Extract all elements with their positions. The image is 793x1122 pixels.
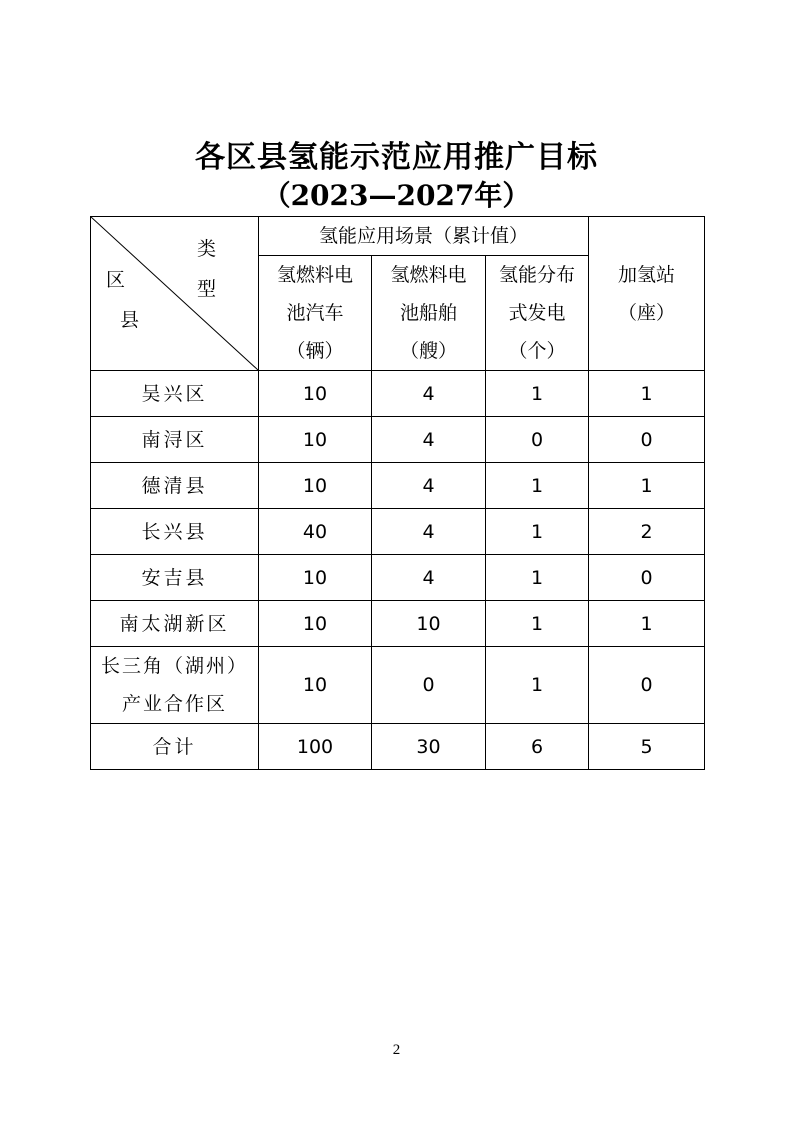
document-subtitle-years: （2023—2027年） bbox=[262, 179, 531, 212]
station-header-line-2: （座） bbox=[618, 301, 676, 324]
header-row-1 bbox=[91, 217, 705, 256]
county-name: 德清县 bbox=[91, 463, 259, 509]
county-name bbox=[91, 647, 259, 724]
generation-count: 1 bbox=[486, 463, 589, 509]
table-row bbox=[91, 555, 705, 601]
total-label: 合计 bbox=[91, 724, 259, 770]
ship-count: 4 bbox=[372, 509, 486, 555]
county-name: 安吉县 bbox=[91, 555, 259, 601]
corner-label-county-1: 区 bbox=[106, 269, 126, 291]
total-station-count: 5 bbox=[589, 724, 705, 770]
page-number: 2 bbox=[392, 1042, 401, 1058]
station-header-line-1: 加氢站 bbox=[618, 263, 676, 286]
county-name: 南浔区 bbox=[91, 417, 259, 463]
header-text: 氢燃料电 bbox=[390, 264, 467, 286]
header-text: 氢能分布 bbox=[499, 264, 576, 286]
scenario-group-header: 氢能应用场景（累计值） bbox=[259, 217, 589, 256]
generation-count: 1 bbox=[486, 509, 589, 555]
total-row bbox=[91, 724, 705, 770]
header-text: 池汽车 bbox=[286, 302, 344, 324]
table-row bbox=[91, 371, 705, 417]
county-name: 长兴县 bbox=[91, 509, 259, 555]
ship-count: 4 bbox=[372, 463, 486, 509]
generation-count: 1 bbox=[486, 371, 589, 417]
ship-count: 10 bbox=[372, 601, 486, 647]
diagonal-line bbox=[91, 217, 258, 370]
corner-label-county-2: 县 bbox=[120, 309, 140, 331]
fuel-cell-ship-header bbox=[372, 256, 486, 371]
generation-count: 0 bbox=[486, 417, 589, 463]
generation-count: 1 bbox=[486, 555, 589, 601]
fuel-cell-vehicle-header bbox=[259, 256, 372, 371]
vehicle-count: 10 bbox=[259, 601, 372, 647]
header-text: 式发电 bbox=[508, 302, 566, 324]
station-count: 0 bbox=[589, 417, 705, 463]
table-row bbox=[91, 417, 705, 463]
vehicle-count: 10 bbox=[259, 417, 372, 463]
ship-count: 4 bbox=[372, 417, 486, 463]
generation-count: 1 bbox=[486, 647, 589, 724]
station-count: 0 bbox=[589, 647, 705, 724]
document-title: 各区县氢能示范应用推广目标 bbox=[195, 140, 598, 175]
hydrogen-targets-table bbox=[90, 216, 705, 770]
total-vehicle-count: 100 bbox=[259, 724, 372, 770]
station-count: 1 bbox=[589, 463, 705, 509]
table-row bbox=[91, 647, 705, 724]
total-ship-count: 30 bbox=[372, 724, 486, 770]
header-unit: （艘） bbox=[399, 340, 457, 362]
station-count: 0 bbox=[589, 555, 705, 601]
corner-label-type-1: 类 bbox=[197, 238, 217, 260]
generation-count: 1 bbox=[486, 601, 589, 647]
corner-diagonal-header bbox=[91, 217, 259, 371]
ship-count: 4 bbox=[372, 371, 486, 417]
vehicle-count: 10 bbox=[259, 647, 372, 724]
vehicle-count: 10 bbox=[259, 463, 372, 509]
header-unit: （个） bbox=[508, 340, 566, 362]
county-name-line-2: 产业合作区 bbox=[121, 693, 227, 715]
corner-label-type-2: 型 bbox=[197, 278, 217, 300]
table-row bbox=[91, 509, 705, 555]
vehicle-count: 40 bbox=[259, 509, 372, 555]
distributed-generation-header bbox=[486, 256, 589, 371]
header-text: 氢燃料电 bbox=[276, 264, 353, 286]
station-count: 1 bbox=[589, 601, 705, 647]
header-unit: （辆） bbox=[286, 340, 344, 362]
vehicle-count: 10 bbox=[259, 371, 372, 417]
station-count: 2 bbox=[589, 509, 705, 555]
county-name: 南太湖新区 bbox=[91, 601, 259, 647]
vehicle-count: 10 bbox=[259, 555, 372, 601]
ship-count: 4 bbox=[372, 555, 486, 601]
county-name-line-1: 长三角（湖州） bbox=[100, 655, 248, 677]
table-row bbox=[91, 601, 705, 647]
station-count: 1 bbox=[589, 371, 705, 417]
header-text: 池船舶 bbox=[399, 302, 457, 324]
station-header bbox=[589, 217, 705, 371]
total-generation-count: 6 bbox=[486, 724, 589, 770]
table-row bbox=[91, 463, 705, 509]
ship-count: 0 bbox=[372, 647, 486, 724]
county-name: 吴兴区 bbox=[91, 371, 259, 417]
